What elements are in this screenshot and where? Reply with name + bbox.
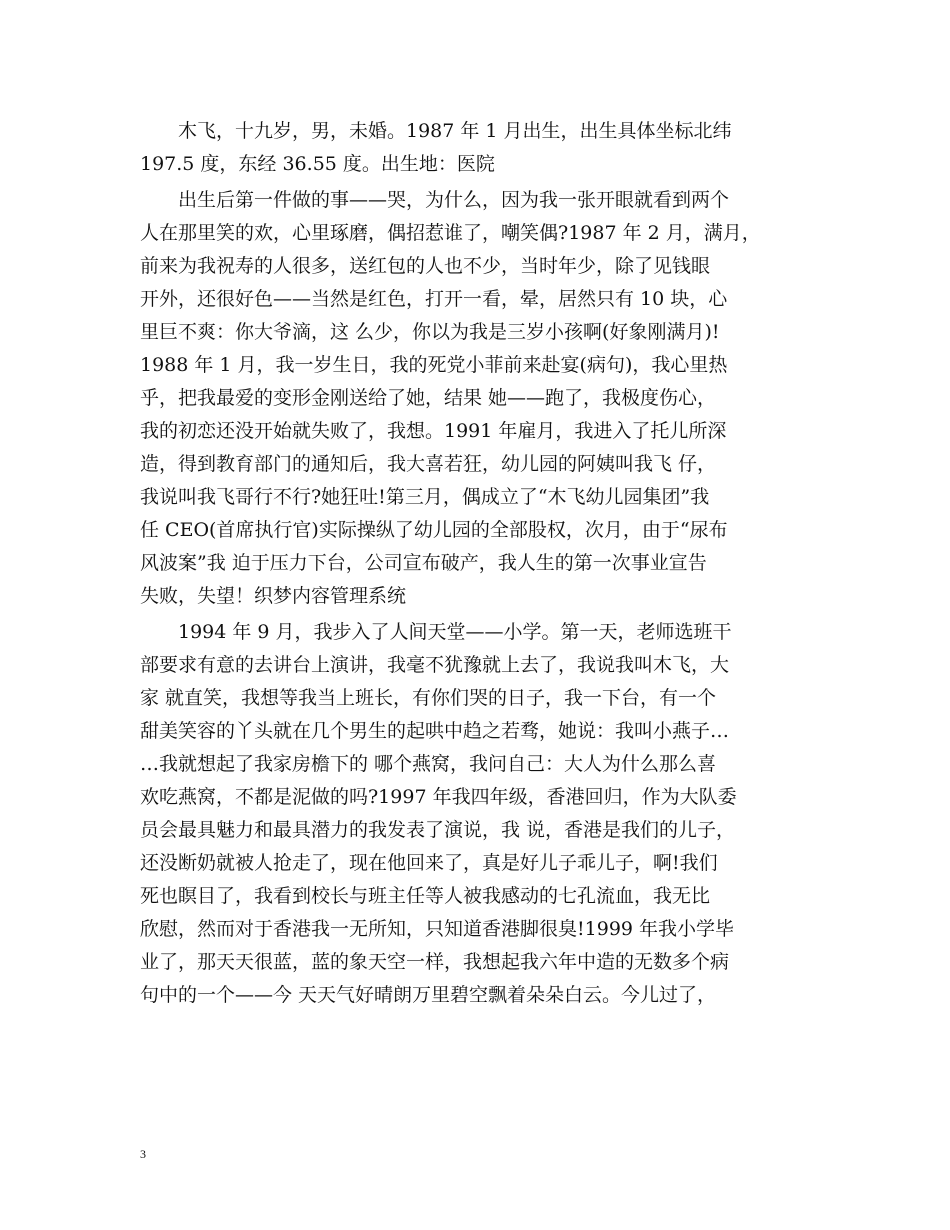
text-line: 开外，还很好色——当然是红色，打开一看，晕，居然只有 10 块，心 (140, 288, 728, 310)
text-line: 乎，把我最爱的变形金刚送给了她，结果 她——跑了，我极度伤心， (140, 387, 717, 409)
page-number: 3 (140, 1147, 146, 1161)
text-line: 我的初恋还没开始就失败了，我想。1991 年雇月，我进入了托儿所深 (140, 420, 727, 442)
text-line: 失败，失望！织梦内容管理系统 (140, 585, 407, 607)
text-line: 出生后第一件做的事——哭，为什么，因为我一张开眼就看到两个 (140, 189, 730, 211)
text-line: 员会最具魅力和最具潜力的我发表了演说，我 说，香港是我们的儿子， (140, 819, 736, 841)
text-line: 里巨不爽：你大爷滴，这 么少，你以为我是三岁小孩啊(好象刚满月)! (140, 321, 720, 343)
text-line: 家 就直笑，我想等我当上班长，有你们哭的日子，我一下台，有一个 (140, 687, 717, 709)
text-line: 木飞，十九岁，男，未婚。1987 年 1 月出生，出生具体坐标北纬 (140, 120, 732, 142)
text-line: 人在那里笑的欢，心里琢磨，偶招惹谁了，嘲笑偶?1987 年 2 月，满月， (140, 222, 761, 244)
text-line: 死也瞑目了，我看到校长与班主任等人被我感动的七孔流血，我无比 (140, 885, 711, 907)
text-line: 我说叫我飞哥行不行?她狂吐!第三月，偶成立了“木飞幼儿园集团”我 (140, 486, 710, 508)
text-line: 1988 年 1 月，我一岁生日，我的死党小菲前来赴宴(病句)，我心里热 (140, 354, 728, 376)
text-line: 任 CEO(首席执行官)实际操纵了幼儿园的全部股权，次月，由于“尿布 (140, 519, 728, 541)
text-line: 欣慰，然而对于香港我一无所知，只知道香港脚很臭!1999 年我小学毕 (140, 918, 735, 940)
text-line: 业了，那天天很蓝，蓝的象天空一样，我想起我六年中造的无数多个病 (140, 951, 730, 973)
text-line: 造，得到教育部门的通知后，我大喜若狂，幼儿园的阿姨叫我飞 仔， (140, 453, 717, 475)
text-line: 欢吃燕窝，不都是泥做的吗?1997 年我四年级，香港回归，作为大队委 (140, 786, 737, 808)
text-line: 句中的一个——今 天天气好晴朗万里碧空飘着朵朵白云。今儿过了， (140, 984, 717, 1006)
text-line: 前来为我祝寿的人很多，送红包的人也不少，当时年少，除了见钱眼 (140, 255, 711, 277)
text-line: 还没断奶就被人抢走了，现在他回来了，真是好儿子乖儿子，啊!我们 (140, 852, 718, 874)
text-line: 甜美笑容的丫头就在几个男生的起哄中趋之若骛，她说：我叫小燕子… (140, 720, 730, 742)
text-line: 部要求有意的去讲台上演讲，我毫不犹豫就上去了，我说我叫木飞，大 (140, 654, 730, 676)
text-line: …我就想起了我家房檐下的 哪个燕窝，我问自己：大人为什么那么喜 (140, 753, 717, 775)
text-line: 197.5 度，东经 36.55 度。出生地：医院 (140, 153, 495, 175)
text-line: 风波案”我 迫于压力下台，公司宣布破产，我人生的第一次事业宣告 (140, 552, 707, 574)
text-line: 1994 年 9 月，我步入了人间天堂——小学。第一天，老师选班干 (140, 621, 732, 643)
